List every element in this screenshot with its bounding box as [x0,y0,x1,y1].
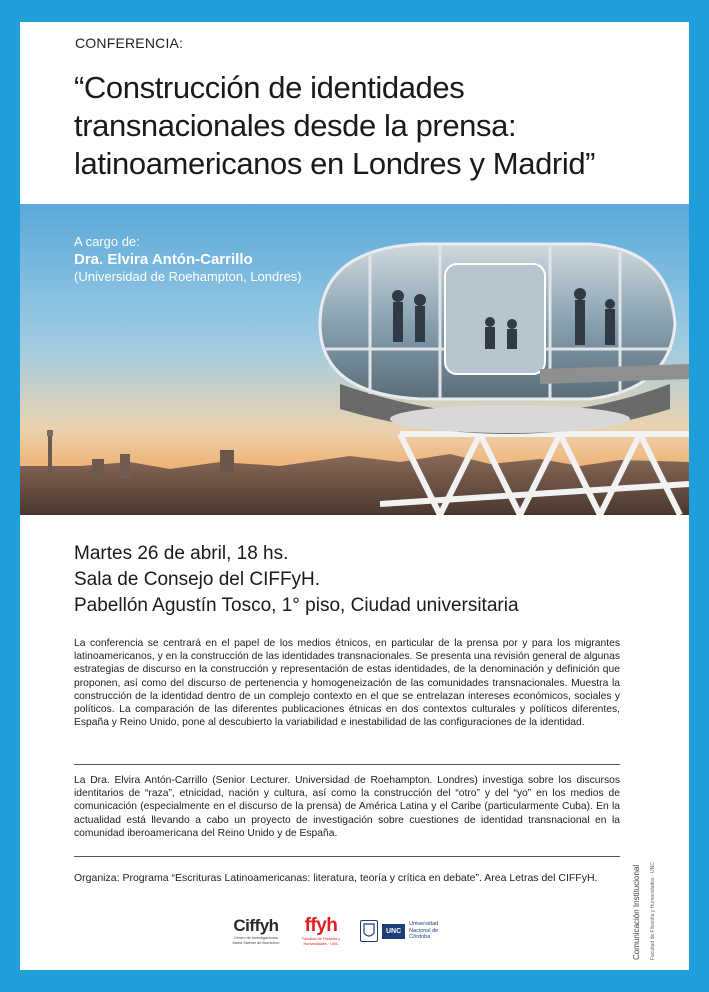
event-room: Sala de Consejo del CIFFyH. [74,569,321,590]
event-date: Martes 26 de abril, 18 hs. [74,543,289,564]
poster [20,22,689,970]
logos-row [230,906,455,956]
institutional-vertical-mark [632,862,682,960]
speaker-lead: A cargo de: [74,234,140,249]
event-details [74,541,519,619]
ciffyh-wordmark: Ciffyh [233,916,279,936]
speaker-name: Dra. Elvira Antón-Carrillo [74,251,253,268]
divider [74,856,620,857]
unc-logo [360,920,455,942]
ciffyh-logo [230,916,282,945]
organizer-line: Organiza: Programa “Escrituras Latinoamericanas: literatura, teoría y crítica en debate”. Area Letras del CIFFyH. [74,872,598,884]
speaker-affiliation: (Universidad de Roehampton, Londres) [74,269,302,284]
speaker-block [74,234,302,284]
ciffyh-subtitle: Centro de Investigaciones María Saleme de Burnichon [232,936,280,945]
divider [74,764,620,765]
bio-paragraph: La Dra. Elvira Antón-Carrillo (Senior Lecturer. Universidad de Roehampton. Londres) investiga sobre los discursos identitarios de “raza”, etnicidad, nación y cultura, así como la construcción del “otro” y del “yo” en los medios de comunicación (especialmente en el discurso de la prensa) de América Latina y el Caribe (particularmente Cuba). En la actualidad está llevando a cabo un proyecto de investigación sobre cuestiones de identidad transnacional en la comunidad iberoamericana del Reino Unido y de España. [74,775,620,839]
ffyh-subtitle: Facultad de Filosofía y Humanidades · UNC [301,937,341,946]
ffyh-wordmark: ffyh [304,915,338,937]
unc-box: UNC [382,924,405,939]
event-place: Pabellón Agustín Tosco, 1° piso, Ciudad universitaria [74,595,519,616]
vertical-sub-text: Facultad de Filosofía y Humanidades · UNC [650,862,656,960]
abstract-paragraph: La conferencia se centrará en el papel de los medios étnicos, en particular de la prensa por y para los migrantes latinoamericanos, y en la construcción de las identidades transnacionales. Se presenta una revisión general de algunas estrategias de discurso en la construcción y representación de estas identidades, de la denominación y definición que proponen, así como del discurso de pertenencia y homogeneización de las comunidades transnacionales. Muestra la construcción de la identidad dentro de un complejo contexto en el que se entrelazan intereses económicos, sociales y políticos. La comparación de las diferentes publicaciones étnicas en dos contextos culturales y políticos diferentes, España y Reino Unido, pone al descubierto la variabilidad e inestabilidad de las configuraciones de la identidad. [74,638,620,729]
unc-seal-icon [360,920,378,942]
conference-title: “Construcción de identidades transnacionales desde la prensa: latinoamericanos en Londres y Madrid” [74,70,596,181]
vertical-main-text: Comunicación Institucional [632,864,641,960]
ffyh-logo [296,915,346,946]
unc-name: Universidad Nacional de Córdoba [409,921,439,941]
event-kicker: CONFERENCIA: [75,35,184,51]
